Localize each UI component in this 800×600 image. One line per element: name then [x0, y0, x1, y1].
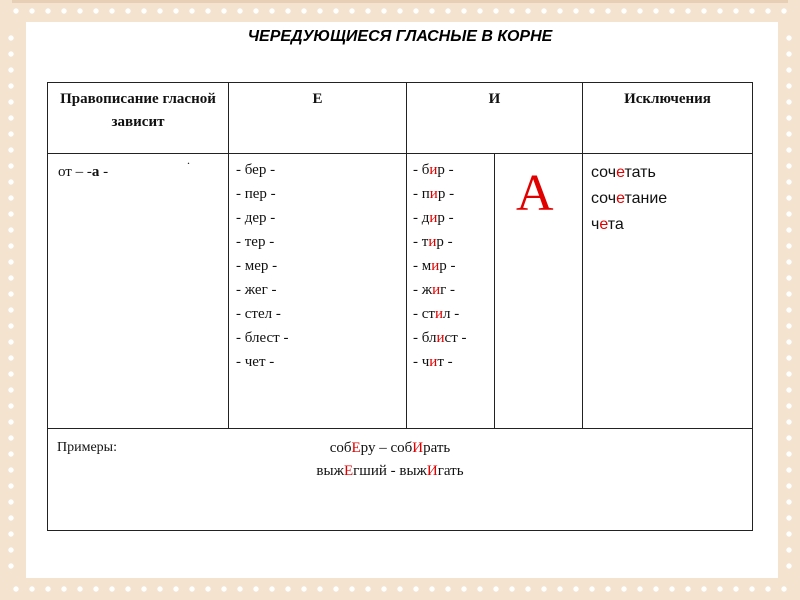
- table-border-right: [752, 82, 753, 531]
- table-col-divider-3: [582, 82, 583, 428]
- i-root-post: р -: [437, 186, 455, 202]
- i-root-pre: - д: [413, 210, 430, 226]
- exception-item: [591, 186, 746, 212]
- i-root-vowel: и: [429, 210, 438, 226]
- i-root-vowel: и: [429, 162, 438, 178]
- i-root-item: [413, 350, 493, 374]
- i-root-vowel: и: [429, 186, 438, 202]
- e-root-item: - чет -: [236, 354, 275, 370]
- exception-item: [591, 212, 746, 238]
- header-e: Е: [312, 91, 323, 107]
- i-root-vowel: и: [436, 330, 445, 346]
- i-root-vowel: и: [431, 258, 440, 274]
- e-root-item: - жег -: [236, 282, 277, 298]
- exception-post: та: [607, 216, 624, 233]
- table-border-bottom: [47, 530, 753, 531]
- exception-pre: ч: [591, 216, 600, 233]
- i-root-item: [413, 182, 493, 206]
- i-root-pre: - ж: [413, 282, 433, 298]
- i-root-vowel: и: [434, 306, 443, 322]
- condition-dot: .: [187, 153, 190, 167]
- ex1-part1: соб: [329, 440, 352, 456]
- i-root-post: р -: [436, 234, 453, 250]
- ex2-vowel2: И: [426, 463, 438, 479]
- ex1-vowel2: И: [412, 440, 424, 456]
- ex1-part3: рать: [423, 440, 451, 456]
- e-root-item: - стел -: [236, 306, 281, 322]
- exception-pre: соч: [591, 190, 617, 207]
- i-root-pre: - б: [413, 162, 430, 178]
- table-divider-examples: [47, 428, 753, 429]
- ex2-part1: выж: [316, 463, 344, 479]
- i-root-item: [413, 206, 493, 230]
- condition-suffix: -: [99, 164, 109, 180]
- examples-label: Примеры:: [57, 440, 117, 455]
- i-root-post: г -: [440, 282, 456, 298]
- i-root-post: р -: [437, 210, 454, 226]
- i-root-item: [413, 254, 493, 278]
- e-root-item: - дер -: [236, 210, 276, 226]
- i-root-pre: - бл: [413, 330, 437, 346]
- i-root-item: [413, 230, 493, 254]
- e-root-item: - тер -: [236, 234, 275, 250]
- e-root-item: - мер -: [236, 258, 278, 274]
- i-root-vowel: и: [432, 282, 441, 298]
- i-root-vowel: и: [428, 234, 437, 250]
- exception-pre: соч: [591, 164, 617, 181]
- e-root-item: - пер -: [236, 186, 276, 202]
- exception-vowel: е: [599, 216, 608, 233]
- table-border-left: [47, 82, 48, 531]
- ex2-part2: гший - выж: [353, 463, 427, 479]
- exception-post: тание: [624, 190, 668, 207]
- i-root-pre: - ч: [413, 354, 430, 370]
- condition-cell: [58, 160, 223, 184]
- exception-vowel: е: [616, 190, 625, 207]
- exception-post: тать: [624, 164, 656, 181]
- i-root-post: л -: [443, 306, 460, 322]
- table-border-top: [47, 82, 753, 83]
- slide-title: ЧЕРЕДУЮЩИЕСЯ ГЛАСНЫЕ В КОРНЕ: [247, 28, 553, 45]
- example-line-1: [250, 436, 530, 460]
- i-root-vowel: и: [429, 354, 438, 370]
- i-root-item: [413, 278, 493, 302]
- table-col-divider-1: [228, 82, 229, 428]
- exceptions-list: [591, 160, 746, 238]
- i-root-post: ст -: [444, 330, 467, 346]
- e-root-item: - бер -: [236, 162, 276, 178]
- table-col-divider-inner: [494, 153, 495, 428]
- e-roots-list: [236, 158, 401, 374]
- i-root-pre: - т: [413, 234, 429, 250]
- header-i: И: [488, 91, 501, 107]
- i-root-item: [413, 326, 493, 350]
- i-root-pre: - п: [413, 186, 430, 202]
- ex2-vowel1: Е: [343, 463, 354, 479]
- table-col-divider-2: [406, 82, 407, 428]
- i-root-post: т -: [437, 354, 453, 370]
- big-letter-a: А: [516, 165, 554, 222]
- i-root-pre: - м: [413, 258, 432, 274]
- header-dependency: Правописание гласной зависит: [60, 91, 216, 130]
- header-exceptions: Исключения: [624, 91, 711, 107]
- i-root-post: р -: [439, 258, 456, 274]
- ex1-vowel1: Е: [351, 440, 361, 456]
- ex2-part3: гать: [437, 463, 464, 479]
- ex1-part2: ру – соб: [360, 440, 413, 456]
- exception-vowel: е: [616, 164, 625, 181]
- i-roots-list: [413, 158, 493, 374]
- i-root-item: [413, 158, 493, 182]
- i-root-item: [413, 302, 493, 326]
- condition-letter: а: [91, 164, 100, 180]
- i-root-post: р -: [437, 162, 454, 178]
- e-root-item: - блест -: [236, 330, 289, 346]
- condition-prefix: от – -: [58, 164, 92, 180]
- example-line-2: [250, 459, 530, 483]
- table-divider-header: [47, 153, 753, 154]
- i-root-pre: - ст: [413, 306, 435, 322]
- exception-item: [591, 160, 746, 186]
